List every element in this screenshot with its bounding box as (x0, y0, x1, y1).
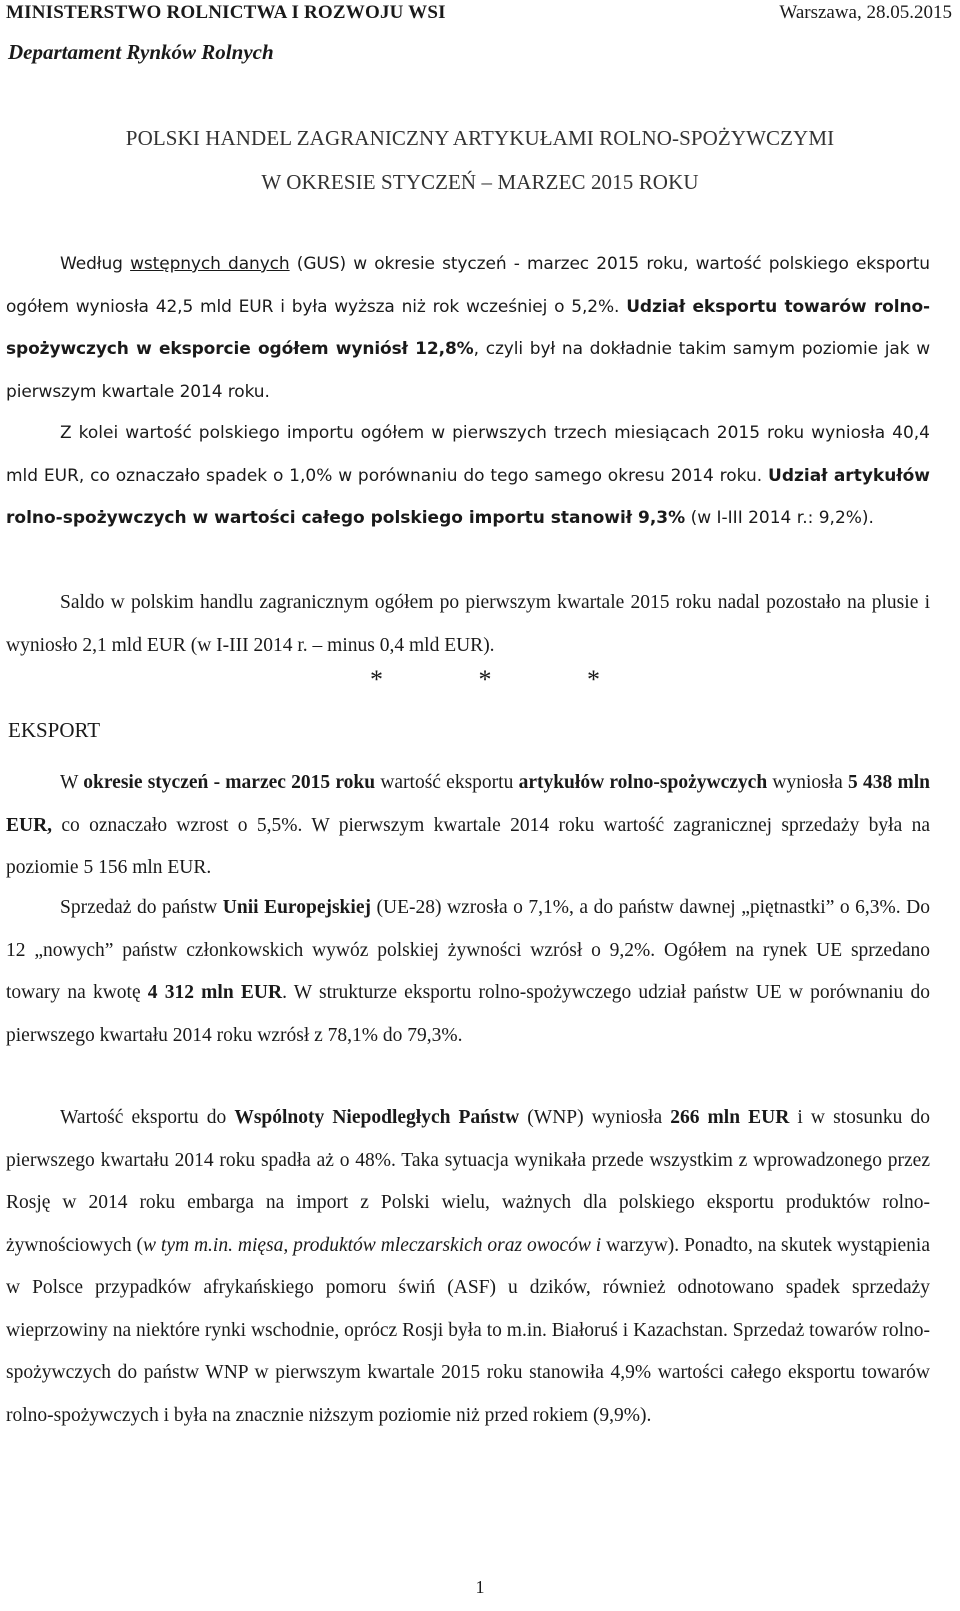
export-paragraph-eu: Sprzedaż do państw Unii Europejskiej (UE-28) wzrosła o 7,1%, a do państw dawnej „piętnastki” o 6,3%. Do 12 „nowych” państw członkowskich wywóz polskiej żywności wzrósł o 9,2%. Ogółem na rynek UE sprzedano towary na kwotę 4 312 mln EUR. W strukturze eksportu rolno-spożywczego udział państw UE w porównaniu do pierwszego kwartału 2014 roku wzrósł z 78,1% do 79,3%. (6, 897, 931, 1046)
separator-star: * (370, 665, 383, 694)
separator-star: * (478, 665, 492, 694)
department-name: Departament Rynków Rolnych (8, 40, 274, 64)
place-date: Warszawa, 28.05.2015 (779, 2, 952, 23)
export-paragraph-cis: Wartość eksportu do Wspólnoty Niepodległych Państw (WNP) wyniosła 266 mln EUR i w stosunku do pierwszego kwartału 2014 roku spadła aż o 48%. Taka sytuacja wynikała przede wszystkim z wprowadzonego przez Rosję w 2014 roku embarga na import z Polski wielu, ważnych dla polskiego eksportu produktów rolno-żywnościowych (w tym m.in. mięsa, produktów mleczarskich oraz owoców i warzyw). Ponadto, na skutek wystąpienia w Polsce przypadków afrykańskiego pomoru świń (ASF) u dzików, również odnotowano spadek sprzedaży wieprzowiny na niektóre rynki wschodnie, oprócz Rosji była to m.in. Białoruś i Kazachstan. Sprzedaż towarów rolno-spożywczych do państw WNP w pierwszym kwartale 2015 roku stanowiła 4,9% wartości całego eksportu towarów rolno-spożywczych i była na znacznie niższym poziomie niż przed rokiem (9,9%). (6, 1107, 931, 1426)
intro-paragraph-import: Z kolei wartość polskiego importu ogółem w pierwszych trzech miesiącach 2015 roku wyniosła 40,4 mld EUR, co oznaczało spadek o 1,0% w porównaniu do tego samego okresu 2014 roku. Udział artykułów rolno-spożywczych w wartości całego polskiego importu stanowił 9,3% (w I-III 2014 r.: 9,2%). (6, 423, 930, 528)
preliminary-data-link: wstępnych danych (130, 254, 290, 274)
export-paragraph-total: W okresie styczeń - marzec 2015 roku wartość eksportu artykułów rolno-spożywczych wyniosła 5 438 mln EUR, co oznaczało wzrost o 5,5%. W pierwszym kwartale 2014 roku wartość zagranicznej sprzedaży była na poziomie 5 156 mln EUR. (6, 772, 930, 878)
document-title-line-1: POLSKI HANDEL ZAGRANICZNY ARTYKUŁAMI ROLNO-SPOŻYWCZYMI (125, 126, 835, 150)
export-section-heading: EKSPORT (8, 718, 101, 742)
page-number: 1 (475, 1577, 485, 1597)
intro-paragraph-export: Według wstępnych danych (GUS) w okresie styczeń - marzec 2015 roku, wartość polskiego eksportu ogółem wyniosła 42,5 mld EUR i była wyższa niż rok wcześniej o 5,2%. Udział eksportu towarów rolno-spożywczych w eksporcie ogółem wyniósł 12,8%, czyli był na dokładnie takim samym poziomie jak w pierwszym kwartale 2014 roku. (6, 254, 930, 402)
document-title-line-2: W OKRESIE STYCZEŃ – MARZEC 2015 ROKU (261, 170, 699, 194)
ministry-name: MINISTERSTWO ROLNICTWA I ROZWOJU WSI (6, 2, 446, 23)
section-separator (370, 665, 600, 695)
separator-star: * (587, 665, 600, 694)
intro-paragraph-balance: Saldo w polskim handlu zagranicznym ogółem po pierwszym kwartale 2015 roku nadal pozostało na plusie i wyniosło 2,1 mld EUR (w I-III 2014 r. – minus 0,4 mld EUR). (6, 592, 930, 656)
